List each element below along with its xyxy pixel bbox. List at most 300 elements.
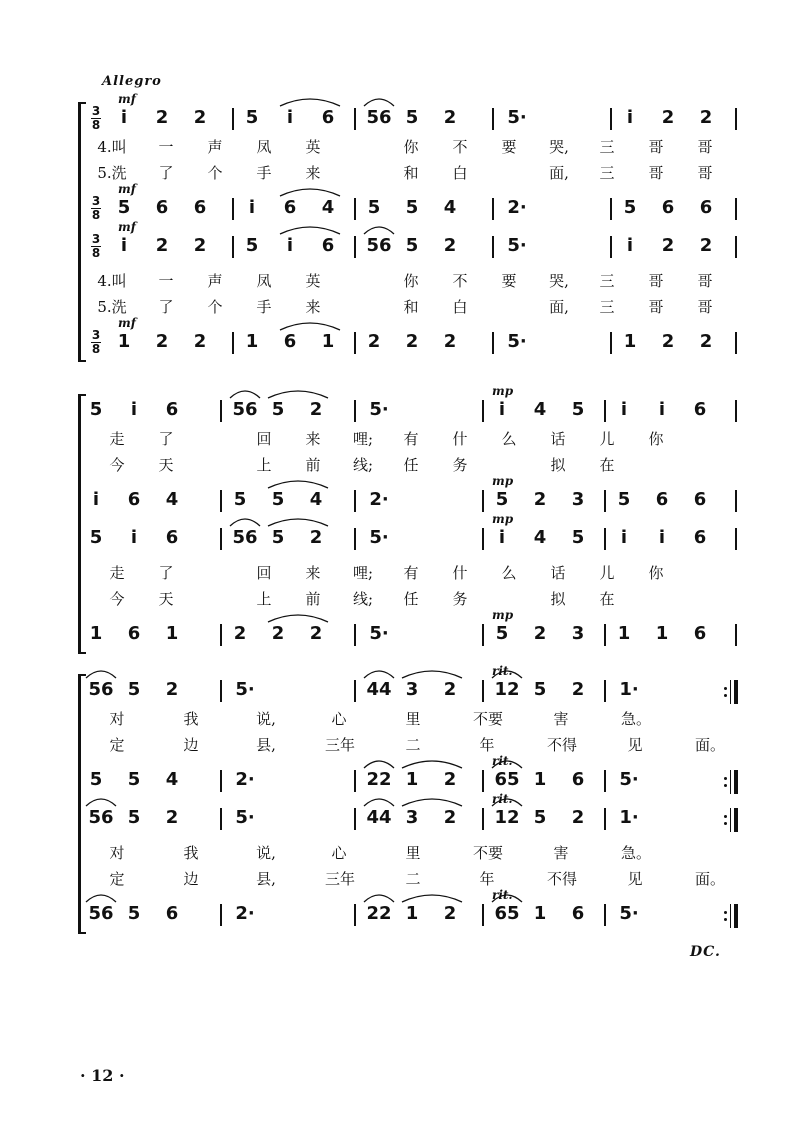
lyric-syllable: 话	[550, 564, 566, 582]
note: 2	[699, 107, 713, 128]
note: 56	[366, 235, 392, 256]
lyric-syllable: 白	[452, 298, 468, 316]
note: 5	[233, 489, 247, 510]
lyric-syllable: 一	[158, 138, 174, 156]
slur	[86, 671, 116, 678]
note: 2	[155, 107, 169, 128]
lyric-syllable: 线;	[352, 456, 374, 474]
bar-line	[482, 528, 484, 550]
note: 5·	[369, 399, 389, 420]
note: 5·	[619, 769, 639, 790]
note: 2	[443, 331, 457, 352]
note: i	[626, 235, 634, 256]
lyric-syllable: 么	[501, 430, 517, 448]
bar-line	[220, 490, 222, 512]
lyric-syllable: 和	[403, 298, 419, 316]
lyric-syllable: 说,	[256, 844, 276, 862]
note: 56	[366, 107, 392, 128]
note: 5	[367, 197, 381, 218]
lyric-syllable: 你	[648, 564, 664, 582]
lyric-syllable: 5.洗	[97, 164, 127, 182]
slur	[230, 519, 260, 526]
note: 5	[571, 527, 585, 548]
note: 5·	[507, 107, 527, 128]
lyric-syllable: 白	[452, 164, 468, 182]
note: 4	[533, 527, 547, 548]
lyric-syllable: 拟	[550, 456, 566, 474]
repeat-end-barline	[724, 904, 738, 928]
lyric-syllable: 里	[405, 844, 421, 862]
bar-line	[354, 198, 356, 220]
lyric-syllable: 你	[403, 272, 419, 290]
note: 6	[165, 399, 179, 420]
bar-line	[492, 198, 494, 220]
slur	[86, 799, 116, 806]
bar-line	[604, 624, 606, 646]
bar-line	[735, 624, 737, 646]
dynamic-mp: mp	[492, 474, 514, 488]
lyric-syllable: 哭,	[549, 138, 569, 156]
lyric-syllable: 急。	[620, 710, 651, 728]
lyric-syllable: 见	[627, 870, 643, 888]
lyric-syllable: 面,	[549, 298, 569, 316]
repeat-end-barline	[724, 770, 738, 794]
note: 6	[127, 489, 141, 510]
slur	[268, 615, 328, 622]
note: 6	[693, 489, 707, 510]
note: 2	[443, 903, 457, 924]
note: 2	[165, 807, 179, 828]
rit-marking: rit.	[492, 754, 513, 768]
note: 6	[693, 623, 707, 644]
note: 2	[443, 107, 457, 128]
bar-line	[735, 400, 737, 422]
lyric-syllable: 任	[403, 456, 419, 474]
dynamic-mf: mf	[118, 220, 136, 234]
note: 4	[165, 489, 179, 510]
note: 2	[155, 235, 169, 256]
lyric-syllable: 面。	[694, 736, 725, 754]
note: 4	[309, 489, 323, 510]
note: i	[620, 399, 628, 420]
bar-line	[604, 904, 606, 926]
rit-marking: rit.	[492, 792, 513, 806]
note: 6	[283, 197, 297, 218]
lyric-syllable: 说,	[256, 710, 276, 728]
note: 6	[127, 623, 141, 644]
rit-marking: rit.	[492, 664, 513, 678]
note: 2	[699, 235, 713, 256]
note: 5	[89, 527, 103, 548]
note: 2	[309, 399, 323, 420]
note: 5·	[369, 527, 389, 548]
lyric-syllable: 线;	[352, 590, 374, 608]
lyric-syllable: 一	[158, 272, 174, 290]
lyric-syllable: 三年	[324, 736, 355, 754]
slur	[402, 671, 462, 678]
note: 2	[193, 331, 207, 352]
dynamic-mp: mp	[492, 512, 514, 526]
bar-line	[220, 400, 222, 422]
lyric-syllable: 5.洗	[97, 298, 127, 316]
note: 2	[193, 107, 207, 128]
lyric-syllable: 务	[452, 590, 468, 608]
lyric-syllable: 哥	[697, 298, 713, 316]
note: 56	[232, 399, 258, 420]
slur	[364, 99, 394, 106]
lyric-syllable: 哥	[648, 298, 664, 316]
note: i	[248, 197, 256, 218]
note: 2	[309, 527, 323, 548]
note: 5	[495, 489, 509, 510]
dynamic-mp: mp	[492, 608, 514, 622]
bar-line	[482, 490, 484, 512]
bar-line	[354, 236, 356, 258]
lyric-syllable: 了	[158, 164, 174, 182]
note: 6	[155, 197, 169, 218]
note: i	[286, 107, 294, 128]
bar-line	[610, 198, 612, 220]
lyric-syllable: 上	[256, 590, 272, 608]
note: 2	[443, 807, 457, 828]
bar-line	[604, 808, 606, 830]
note: 1	[405, 769, 419, 790]
lyric-syllable: 前	[305, 456, 321, 474]
lyric-syllable: 儿	[599, 564, 615, 582]
system-bracket	[78, 102, 87, 362]
note: 2	[405, 331, 419, 352]
note: 1·	[619, 807, 639, 828]
note: 2·	[235, 769, 255, 790]
note: 5	[89, 399, 103, 420]
dynamic-mp: mp	[492, 384, 514, 398]
slur	[230, 391, 260, 398]
note: 5	[127, 769, 141, 790]
lyric-syllable: 里	[405, 710, 421, 728]
lyric-syllable: 不	[452, 138, 468, 156]
note: 5·	[507, 235, 527, 256]
lyric-syllable: 了	[158, 564, 174, 582]
note: 6	[165, 527, 179, 548]
note: 1	[117, 331, 131, 352]
note: i	[120, 107, 128, 128]
note: i	[620, 527, 628, 548]
slur	[268, 481, 328, 488]
slur	[280, 99, 340, 106]
lyric-syllable: 县,	[256, 870, 276, 888]
note: 56	[88, 679, 114, 700]
lyric-syllable: 走	[109, 430, 125, 448]
note: 6	[571, 903, 585, 924]
note: 6	[699, 197, 713, 218]
note: 2	[661, 235, 675, 256]
lyric-syllable: 前	[305, 590, 321, 608]
lyric-syllable: 儿	[599, 430, 615, 448]
bar-line	[482, 680, 484, 702]
note: 5	[127, 903, 141, 924]
bar-line	[220, 808, 222, 830]
note: 5·	[235, 679, 255, 700]
note: 2	[233, 623, 247, 644]
bar-line	[220, 680, 222, 702]
note: 5	[117, 197, 131, 218]
note: 12	[494, 807, 520, 828]
lyric-syllable: 你	[648, 430, 664, 448]
lyric-syllable: 害	[553, 710, 569, 728]
note: 65	[494, 769, 520, 790]
note: i	[626, 107, 634, 128]
bar-line	[354, 400, 356, 422]
note: 56	[88, 903, 114, 924]
lyric-syllable: 么	[501, 564, 517, 582]
note: 56	[232, 527, 258, 548]
bar-line	[735, 528, 737, 550]
lyric-syllable: 了	[158, 430, 174, 448]
note: 6	[321, 235, 335, 256]
note: 5	[271, 527, 285, 548]
note: 2	[571, 807, 585, 828]
note: 5	[571, 399, 585, 420]
system-bracket	[78, 674, 87, 934]
note: i	[658, 527, 666, 548]
note: 4	[533, 399, 547, 420]
note: i	[658, 399, 666, 420]
lyric-syllable: 二	[405, 736, 421, 754]
lyric-syllable: 在	[599, 590, 615, 608]
lyric-syllable: 天	[158, 590, 174, 608]
lyric-syllable: 4.叫	[97, 138, 127, 156]
slur	[364, 671, 394, 678]
note: i	[498, 527, 506, 548]
bar-line	[492, 236, 494, 258]
lyric-syllable: 英	[305, 272, 321, 290]
slur	[280, 323, 340, 330]
slur	[402, 799, 462, 806]
lyric-syllable: 哥	[697, 272, 713, 290]
slur	[364, 227, 394, 234]
note: 1	[533, 769, 547, 790]
lyric-syllable: 急。	[620, 844, 651, 862]
note: 5	[271, 399, 285, 420]
note: 2	[699, 331, 713, 352]
note: 3	[571, 623, 585, 644]
bar-line	[735, 108, 737, 130]
note: 6	[661, 197, 675, 218]
lyric-syllable: 要	[501, 272, 517, 290]
lyric-syllable: 三	[599, 138, 615, 156]
lyric-syllable: 声	[207, 272, 223, 290]
page-number: · 12 ·	[80, 1066, 125, 1085]
note: 1	[623, 331, 637, 352]
lyric-syllable: 哥	[648, 138, 664, 156]
lyric-syllable: 面,	[549, 164, 569, 182]
bar-line	[482, 808, 484, 830]
note: 1	[617, 623, 631, 644]
lyric-syllable: 有	[403, 430, 419, 448]
note: 4	[165, 769, 179, 790]
note: 3	[405, 679, 419, 700]
lyric-syllable: 凤	[256, 138, 272, 156]
lyric-syllable: 县,	[256, 736, 276, 754]
lyric-syllable: 回	[256, 564, 272, 582]
lyric-syllable: 心	[331, 710, 347, 728]
bar-line	[604, 528, 606, 550]
bar-line	[492, 108, 494, 130]
lyric-syllable: 来	[305, 164, 321, 182]
bar-line	[735, 198, 737, 220]
note: 3	[405, 807, 419, 828]
note: 2	[193, 235, 207, 256]
slur	[268, 519, 328, 526]
note: 2·	[507, 197, 527, 218]
lyric-syllable: 什	[452, 430, 468, 448]
lyric-syllable: 英	[305, 138, 321, 156]
note: 6	[321, 107, 335, 128]
note: 5·	[369, 623, 389, 644]
note: 56	[88, 807, 114, 828]
lyric-syllable: 来	[305, 564, 321, 582]
lyric-syllable: 面。	[694, 870, 725, 888]
note: 5	[245, 235, 259, 256]
note: 2	[571, 679, 585, 700]
time-signature: 3 8	[91, 328, 101, 356]
note: 44	[366, 679, 392, 700]
note: 5	[127, 679, 141, 700]
note: 1	[165, 623, 179, 644]
lyric-syllable: 你	[403, 138, 419, 156]
note: 6	[165, 903, 179, 924]
bar-line	[220, 624, 222, 646]
lyric-syllable: 天	[158, 456, 174, 474]
bar-line	[354, 904, 356, 926]
slur	[402, 761, 462, 768]
slur	[364, 761, 394, 768]
note: 2·	[369, 489, 389, 510]
note: 1	[655, 623, 669, 644]
slur	[364, 895, 394, 902]
lyric-syllable: 个	[207, 298, 223, 316]
note: 2	[165, 679, 179, 700]
lyric-syllable: 回	[256, 430, 272, 448]
lyric-syllable: 任	[403, 590, 419, 608]
tempo-marking: Allegro	[102, 74, 162, 89]
lyric-syllable: 心	[331, 844, 347, 862]
bar-line	[220, 770, 222, 792]
note: 5	[89, 769, 103, 790]
note: 2	[533, 623, 547, 644]
lyric-syllable: 手	[256, 164, 272, 182]
lyric-syllable: 年	[479, 736, 495, 754]
note: i	[130, 527, 138, 548]
note: 5	[617, 489, 631, 510]
note: i	[130, 399, 138, 420]
note: i	[120, 235, 128, 256]
lyric-syllable: 边	[183, 736, 199, 754]
lyric-syllable: 有	[403, 564, 419, 582]
note: i	[92, 489, 100, 510]
note: 4	[443, 197, 457, 218]
bar-line	[232, 236, 234, 258]
lyric-syllable: 4.叫	[97, 272, 127, 290]
note: 65	[494, 903, 520, 924]
lyric-syllable: 什	[452, 564, 468, 582]
note: 5	[271, 489, 285, 510]
bar-line	[604, 770, 606, 792]
bar-line	[232, 332, 234, 354]
lyric-syllable: 了	[158, 298, 174, 316]
note: 44	[366, 807, 392, 828]
lyric-syllable: 不得	[546, 870, 577, 888]
lyric-syllable: 话	[550, 430, 566, 448]
bar-line	[354, 624, 356, 646]
time-signature: 3 8	[91, 194, 101, 222]
lyric-syllable: 我	[183, 710, 199, 728]
note: 6	[571, 769, 585, 790]
lyric-syllable: 上	[256, 456, 272, 474]
note: 6	[283, 331, 297, 352]
note: 5	[405, 107, 419, 128]
bar-line	[220, 528, 222, 550]
note: 2	[443, 679, 457, 700]
bar-line	[354, 528, 356, 550]
lyric-syllable: 在	[599, 456, 615, 474]
lyric-syllable: 三	[599, 164, 615, 182]
lyric-syllable: 务	[452, 456, 468, 474]
note: 1	[533, 903, 547, 924]
bar-line	[354, 808, 356, 830]
bar-line	[610, 332, 612, 354]
note: 5	[623, 197, 637, 218]
note: 2	[443, 235, 457, 256]
note: 5	[495, 623, 509, 644]
note: 1	[89, 623, 103, 644]
lyric-syllable: 见	[627, 736, 643, 754]
bar-line	[492, 332, 494, 354]
note: 6	[693, 527, 707, 548]
note: 1	[245, 331, 259, 352]
lyric-syllable: 边	[183, 870, 199, 888]
lyric-syllable: 三	[599, 272, 615, 290]
lyric-syllable: 对	[109, 710, 125, 728]
lyric-syllable: 害	[553, 844, 569, 862]
note: 2	[661, 331, 675, 352]
note: 22	[366, 903, 392, 924]
bar-line	[482, 624, 484, 646]
lyric-syllable: 我	[183, 844, 199, 862]
lyric-syllable: 对	[109, 844, 125, 862]
lyric-syllable: 哥	[648, 272, 664, 290]
lyric-syllable: 哥	[648, 164, 664, 182]
note: 22	[366, 769, 392, 790]
lyric-syllable: 声	[207, 138, 223, 156]
note: 5	[533, 679, 547, 700]
note: 5	[127, 807, 141, 828]
note: 6	[655, 489, 669, 510]
bar-line	[610, 236, 612, 258]
repeat-end-barline	[724, 680, 738, 704]
note: 5	[405, 197, 419, 218]
slur	[86, 895, 116, 902]
bar-line	[354, 332, 356, 354]
bar-line	[354, 490, 356, 512]
bar-line	[232, 108, 234, 130]
lyric-syllable: 和	[403, 164, 419, 182]
lyric-syllable: 个	[207, 164, 223, 182]
note: 1	[321, 331, 335, 352]
lyric-syllable: 哭,	[549, 272, 569, 290]
note: 2	[443, 769, 457, 790]
bar-line	[354, 108, 356, 130]
